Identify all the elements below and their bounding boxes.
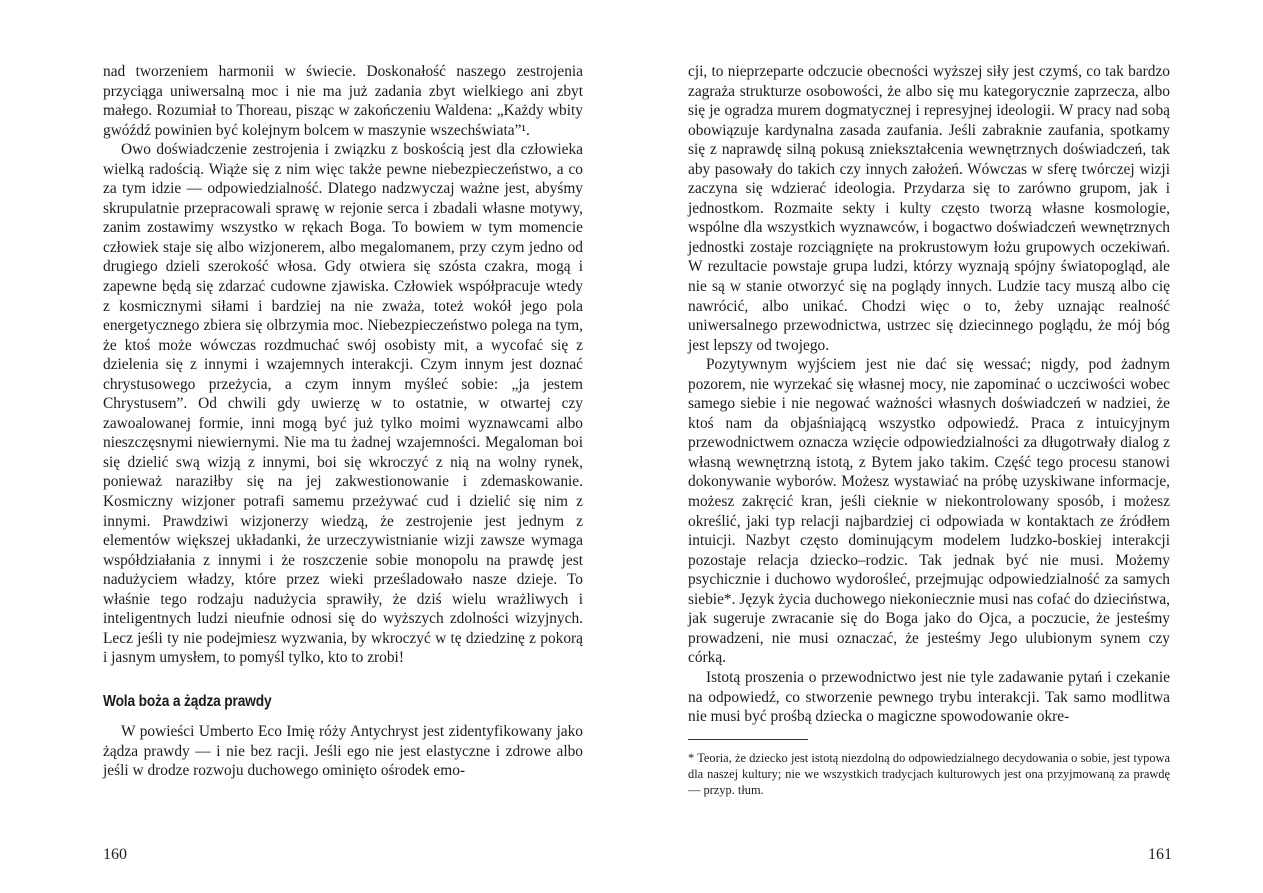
left-text-column [103, 62, 583, 781]
page-number-left: 160 [103, 846, 127, 863]
paragraph: Istotą proszenia o przewodnictwo jest nie tyle zadawanie pytań i czekanie na odpowiedź, co stworzenie pewnego trybu interakcji. Tak samo modlitwa nie musi być prośbą dziecka o magiczne spowodowanie okre- [688, 668, 1170, 726]
paragraph: cji, to nieprzeparte odczucie obecności wyższej siły jest czymś, co tak bardzo zagraża strukturze osobowości, że albo się mu kategorycznie zaprzecza, albo się je ogradza murem dogmatycznej i represyjnej ideologii. W pracy nad sobą obowiązuje kardynalna zasada zaufania. Jeśli zabraknie zaufania, spotkamy się z naprawdę silną pokusą zniekształcenia wewnętrznych doświadczeń, tak aby pasowały do takich czy innych założeń. Wówczas w sferę twórczej wizji zaczyna się wdzierać ideologia. Przydarza się to zarówno grupom, jak i jednostkom. Rozmaite sekty i kulty często tworzą własne kosmologie, wspólne dla wszystkich wyznawców, i bogactwo doświadczeń wewnętrznych jednostki zostaje rozciągnięte na prokrustowym łożu grupowych oczekiwań. W rezultacie powstaje grupa ludzi, którzy wyznają spójny światopogląd, ale nie są w stanie otworzyć się na poglądy innych. Ludzie tacy muszą albo cię nawrócić, albo unikać. Chodzi więc o to, żeby uznając realność uniwersalnego przewodnictwa, ustrzec się dziecinnego poglądu, że mój bóg jest lepszy od twojego. [688, 63, 1170, 354]
paragraph: Owo doświadczenie zestrojenia i związku z boskością jest dla człowieka wielką radością. Wiąże się z nim więc także pewne niebezpieczeństwo, a co za tym idzie — odpowiedzialność. Dlatego nadzwyczaj ważne jest, abyśmy skrupulatnie przepracowali sprawę w rejonie serca i zbadali własne motywy, zanim zostawimy wszystko w rękach Boga. To bowiem w tym momencie człowiek staje się albo wizjonerem, albo megalomanem, przy czym jedno od drugiego dzieli szerokość włosa. Gdy otwiera się szósta czakra, mogą i zapewne będą się zdarzać cudowne zjawiska. Człowiek współpracuje wtedy z kosmicznymi siłami i bardziej na nie zważa, toteż wokół jego pola energetycznego zbiera się olbrzymia moc. Niebezpieczeństwo polega na tym, że ktoś może wówczas rozdmuchać swój osobisty mit, a wycofać się z dzielenia się z innymi i wzajemnych interakcji. Czym innym jest doznać chrystusowego przeżycia, a czym innym myśleć sobie: „ja jestem Chrystusem”. Od chwili gdy uwierzę w to ostatnie, w otwartej czy zawoalowanej formie, inni mogą być już tylko moimi wyznawcami albo nieszczęsnymi niewiernymi. Nie ma tu żadnej wzajemności. Megaloman boi się dzielić swą wizją z innymi, boi się wkroczyć z nią na wolny rynek, ponieważ naraziłby się na jej zakwestionowanie i zdemaskowanie. Kosmiczny wizjoner potrafi samemu przeżywać cud i dzielić się nim z innymi. Prawdziwi wizjonerzy wiedzą, że zestrojenie jest jednym z elementów większej układanki, że urzeczywistnianie wizji zawsze wymaga współdziałania z innymi i że roszczenie sobie monopolu na prawdę jest nadużyciem władzy, które przez wieki prześladowało nasze dzieje. To właśnie tego rodzaju nadużycia sprawiły, że dziś wielu wrażliwych i inteligentnych ludzi nieufnie odnosi się do wyższych zdolności wizyjnych. Lecz jeśli ty nie podejmiesz wyzwania, by wkroczyć w tę dziedzinę z pokorą i jasnym umysłem, to pomyśl tylko, kto to zrobi! [103, 141, 583, 667]
footnote-divider [688, 739, 808, 740]
paragraph: W powieści Umberto Eco Imię róży Antychryst jest zidentyfikowany jako żądza prawdy — i nie bez racji. Jeśli ego nie jest elastyczne i zdrowe albo jeśli w drodze rozwoju duchowego ominięto ośrodek emo- [103, 722, 583, 780]
page-number-right: 161 [1148, 846, 1172, 863]
paragraph: nad tworzeniem harmonii w świecie. Doskonałość naszego zestrojenia przyciąga uniwersalną moc i nie ma już zadania zbyt wielkiego ani zbyt małego. Rozumiał to Thoreau, pisząc w zakończeniu Waldena: „Każdy wbity gwóźdź powinien być kolejnym bolcem w maszynie wszechświata”¹. [103, 63, 583, 139]
section-heading: Wola boża a żądza prawdy [103, 692, 272, 710]
paragraph: Pozytywnym wyjściem jest nie dać się wessać; nigdy, pod żadnym pozorem, nie wyrzekać się własnej mocy, nie zapominać o uczciwości wobec samego siebie i nie negować ważności własnych doświadczeń w nadziei, że ktoś nam da objaśniającą wszystko odpowiedź. Praca z intuicyjnym przewodnictwem oznacza wzięcie odpowiedzialności za długotrwały dialog z własną wewnętrzną istotą, z Bytem jako takim. Część tego procesu stanowi dokonywanie wyborów. Możesz wystawiać na próbę uzyskiwane informacje, możesz zakręcić kran, jeśli cieknie w niekontrolowany sposób, i możesz określić, jaki typ relacji najbardziej ci odpowiada w kontaktach ze źródłem intuicji. Nazbyt często dominującym modelem ludzko-boskiej interakcji pozostaje relacja dziecko–rodzic. Tak jednak być nie musi. Możemy psychicznie i duchowo wydorośleć, przejmując odpowiedzialność za samych siebie*. Język życia duchowego niekoniecznie musi nas cofać do dzieciństwa, jak sugeruje zwracanie się do Boga jako do Ojca, a poczucie, że jesteśmy prowadzeni, nie musi oznaczać, że jesteśmy Jego ulubionym synem czy córką. [688, 356, 1170, 667]
footnote: * Teoria, że dziecko jest istotą niezdolną do odpowiedzialnego decydowania o sobie, jest typowa dla naszej kultury; nie we wszystkich tradycjach kulturowych jest ona przyjmowaną za prawdę — przyp. tłum. [688, 750, 1170, 797]
right-text-column [688, 62, 1170, 798]
